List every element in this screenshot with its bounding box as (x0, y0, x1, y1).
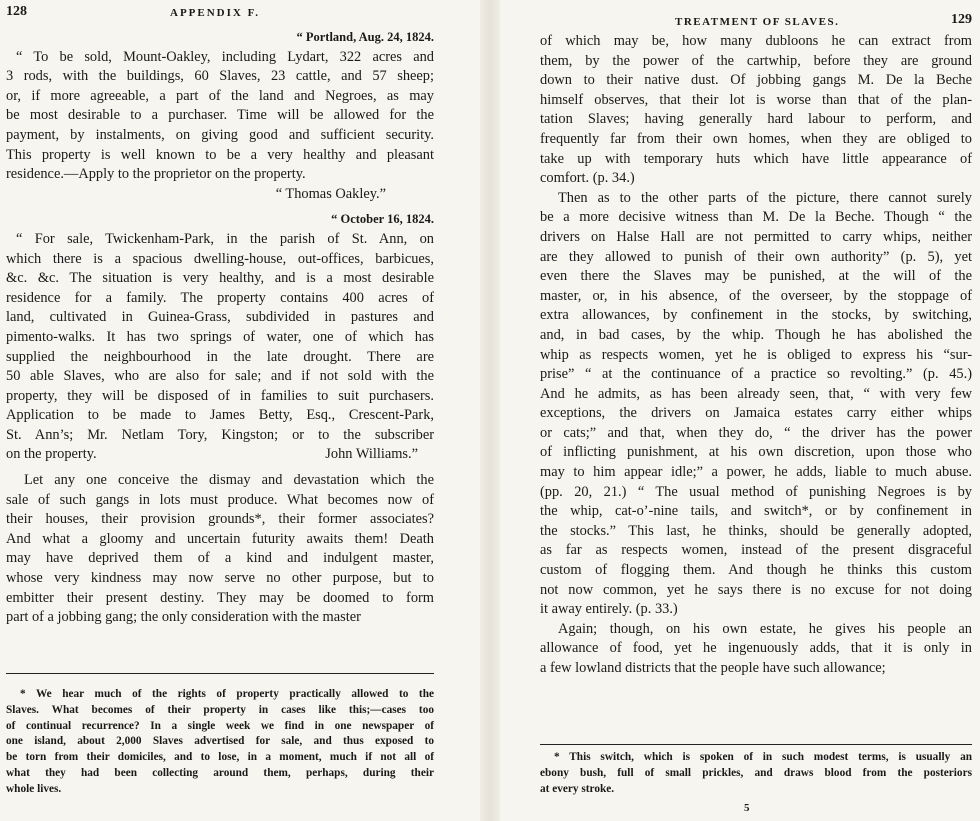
text-line: master, or, in his absence, of the overseer, by the stoppage of (540, 287, 972, 304)
text-line: even there the Slaves may be punished, at the will of the (540, 268, 972, 285)
right-page-header (500, 4, 980, 28)
left-page-body (6, 28, 434, 628)
text-line: comfort. (p. 34.) (540, 170, 635, 187)
text-line: are they allowed to punish of their own authority” (p. 5), yet (540, 248, 972, 265)
page-number: 128 (6, 4, 27, 19)
text-line: of inflicting punishment, at his own discretion, upon those who (540, 444, 972, 461)
page-number: 129 (951, 12, 972, 27)
text-line: of continual recurrence? In a single week we find in one newspaper of (6, 719, 434, 732)
text-line: extra allowances, by confinement in the stocks, by switching, (540, 307, 972, 324)
paragraph (540, 620, 972, 679)
text-line: Let any one conceive the dismay and devastation which the (24, 472, 434, 489)
paragraph (6, 471, 434, 628)
text-line: not now common, yet he says there is no excuse for not doing (540, 581, 972, 598)
text-line: * We hear much of the rights of property practically allowed to the (20, 688, 434, 700)
text-line: may have deprived them of a kind and indulgent master, (6, 550, 434, 567)
running-head: TREATMENT OF SLAVES. (675, 16, 840, 28)
left-page-header (0, 4, 470, 24)
running-head: APPENDIX F. (170, 7, 261, 19)
text-line: be most desirable to a purchaser. Time will be allowed for the (6, 107, 434, 124)
text-line: as far as respects women, instead of the present disgraceful (540, 542, 972, 559)
footnote (540, 750, 972, 797)
text-line: one island, about 2,000 Slaves advertised for sale, and thus exposed to (6, 735, 434, 748)
text-line: which there is a spacious dwelling-house, out-offices, barbicues, (6, 250, 434, 267)
text-line: supplied the neighbourhood in the late drought. There are (6, 348, 434, 365)
text-line: embitter their present destiny. They may be doomed to form (6, 589, 434, 606)
text-line: drivers on Halse Hall are not permitted to carry whips, neither (540, 228, 972, 245)
signature-mark: 5 (744, 802, 750, 814)
text-line: the whip, cat-o’-nine tails, and switch*, or by confinement in (540, 503, 972, 520)
dateline: “ October 16, 1824. (331, 212, 434, 227)
text-line: and, in bad cases, by the whip. Though he has abolished the (540, 326, 972, 343)
text-line: &c. &c. The situation is very healthy, and is a most desirable (6, 270, 434, 287)
text-line: of which may be, how many dubloons he can extract from (540, 33, 972, 49)
text-line: may to him appear idle;” a power, he adds, liable to much abuse. (540, 464, 972, 481)
text-line: what they had been collecting around them, perhaps, during their (6, 766, 434, 779)
text-line: ebony bush, full of small prickles, and draws blood from the posteriors (540, 766, 972, 779)
advertisement-mount-oakley (6, 48, 434, 185)
text-line: (pp. 20, 21.) “ The usual method of punishing Negroes is by (540, 483, 972, 500)
text-line: Then as to the other parts of the picture, there cannot surely (558, 189, 972, 206)
text-line: a few lowland districts that the people have such allowance; (540, 660, 886, 676)
text-line: frequently far from their own homes, when they are obliged to (540, 130, 972, 147)
text-line: or cats;” and that, when they do, “ the driver has the power (540, 424, 972, 441)
text-line: exceptions, the drivers on Jamaica estates carry either whips (540, 405, 972, 422)
text-line: Again; though, on his own estate, he gives his people an (558, 620, 972, 637)
text-line: himself observes, that their lot is worse than that of the plan- (540, 91, 972, 108)
right-page (500, 0, 980, 821)
footnote-rule (6, 673, 434, 674)
text-line: residence.—Apply to the proprietor on the property. (6, 166, 306, 183)
text-line: them, by the power of the cartwhip, before they are ground (540, 52, 972, 69)
text-line: the stocks.” This last, he thinks, should be generally adopted, (540, 522, 972, 539)
text-line: whip as respects women, yet he is obliged to express his “sur- (540, 346, 972, 363)
text-line: be torn from their domiciles, and to lose, in a moment, much if not all of (6, 751, 434, 764)
text-line: whole lives. (6, 782, 62, 795)
text-line: whose very kindness may now serve no other purpose, but to (6, 570, 434, 587)
advertisement-twickenham-park (6, 230, 434, 465)
text-line: 3 rods, with the buildings, 60 Slaves, 23 cattle, and 57 sheep; (6, 68, 434, 85)
text-line: part of a jobbing gang; the only consideration with the master (6, 609, 361, 626)
left-page (0, 0, 470, 821)
text-line: it away entirely. (p. 33.) (540, 601, 678, 618)
text-line: be a more decisive witness than M. De la Beche. Though “ the (540, 209, 972, 226)
footnote (6, 687, 434, 798)
text-line: “ For sale, Twickenham-Park, in the parish of St. Ann, on (16, 230, 434, 247)
text-line: on the property. (6, 446, 97, 463)
text-line: land, cultivated in Guinea-Grass, subdivided in pastures and (6, 309, 434, 326)
text-line: This property is well known to be a very healthy and pleasant (6, 146, 434, 163)
paragraph (540, 32, 972, 189)
book-gutter (480, 0, 500, 821)
text-line: payment, by instalments, on giving good and sufficient security. (6, 126, 434, 143)
text-line: allowance of food, yet he ingenuously adds, that it is only in (540, 640, 972, 657)
text-line: Slaves. What becomes of their property in cases like this;—cases too (6, 703, 434, 716)
text-line: 50 able Slaves, who are also for sale; and if not sold with the (6, 368, 434, 385)
text-line: down to their native dust. Of jobbing gangs M. De la Beche (540, 72, 972, 89)
text-line: custom of flogging them. And though he thinks this custom (540, 562, 972, 579)
right-page-body (540, 32, 972, 679)
dateline: “ Portland, Aug. 24, 1824. (296, 30, 434, 44)
paragraph (540, 189, 972, 620)
text-line: Application to be made to James Betty, Esq., Crescent-Park, (6, 407, 434, 424)
text-line: “ To be sold, Mount-Oakley, including Lydart, 322 acres and (16, 48, 434, 65)
text-line: or, if more agreeable, a part of the land and Negroes, as may (6, 87, 434, 104)
text-line: take up with temporary huts which have little appearance of (540, 150, 972, 167)
footnote-rule (540, 744, 972, 745)
text-line: St. Ann’s; Mr. Netlam Tory, Kingston; or to the subscriber (6, 426, 434, 443)
text-line: pimento-walks. It has two springs of water, one of which has (6, 328, 434, 345)
text-line: * This switch, which is spoken of in such modest terms, is usually an (554, 751, 972, 763)
text-line: sale of such gangs in lots must produce. What becomes now of (6, 491, 434, 508)
text-line: prise” “ at the continuance of a practice so revolting.” (p. 45.) (540, 366, 972, 383)
signature: John Williams.” (325, 446, 418, 463)
text-line: And what a gloomy and uncertain futurity awaits them! Death (6, 530, 434, 547)
text-line: their houses, their provision grounds*, their former associates? (6, 511, 434, 528)
text-line: tation Slaves; having generally hard labour to perform, and (540, 111, 972, 128)
signature: “ Thomas Oakley.” (275, 185, 386, 202)
text-line: And he admits, as has been already seen, that, “ with very few (540, 385, 972, 402)
text-line: at every stroke. (540, 782, 615, 795)
text-line: property, they will be disposed of in families to suit purchasers. (6, 387, 434, 404)
text-line: residence for a family. The property contains 400 acres of (6, 289, 434, 306)
